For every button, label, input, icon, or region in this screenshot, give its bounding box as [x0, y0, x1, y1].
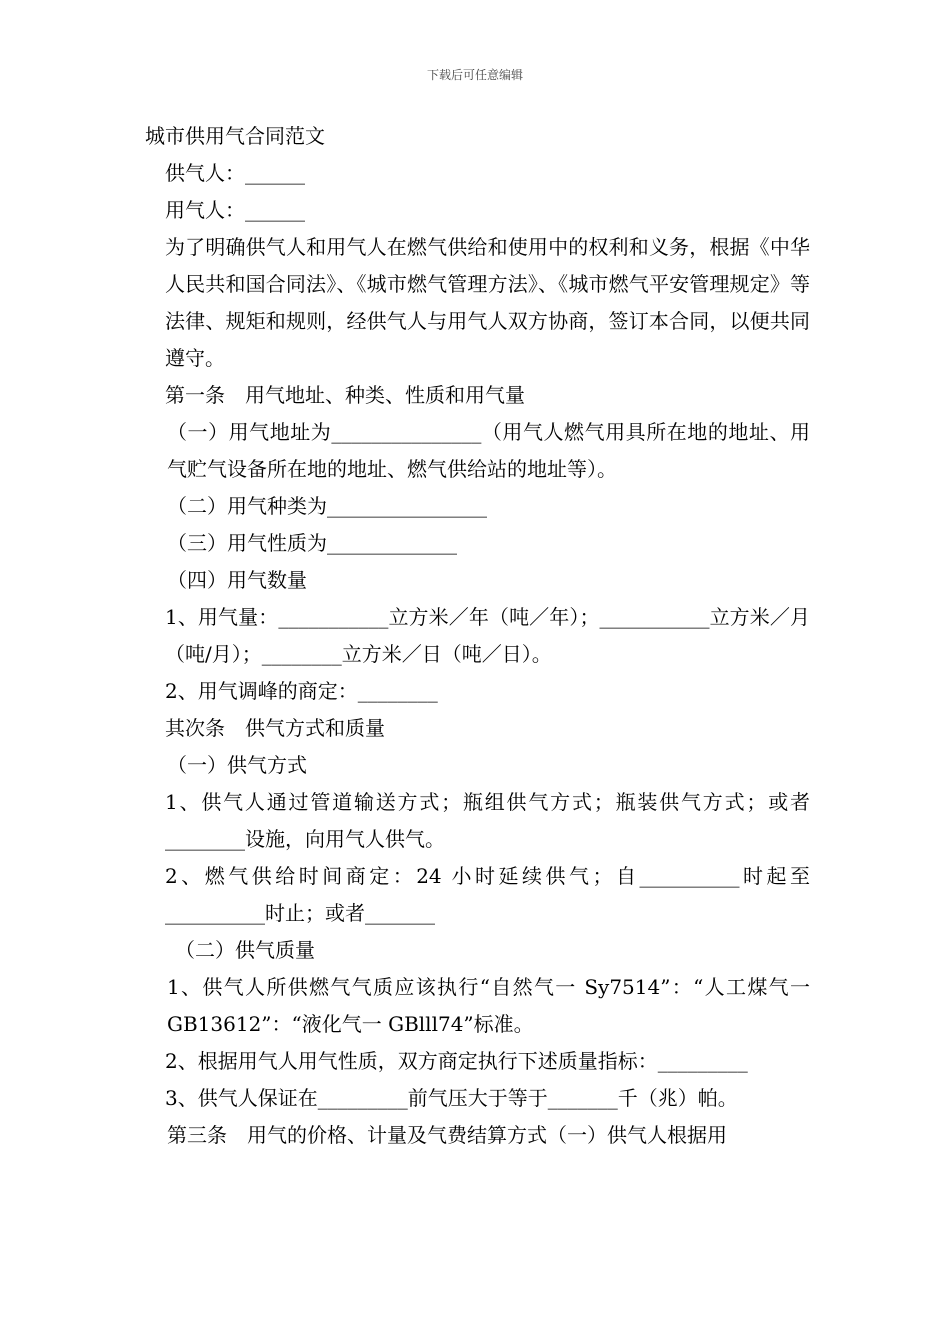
supply-method-heading: （一）供气方式 [167, 753, 307, 777]
article-1-heading: 第一条 用气地址、种类、性质和用气量 [165, 383, 525, 407]
article-1-item-2: （二）用气种类为________________ [167, 494, 487, 518]
quality-standard-line: 1、供气人所供燃气气质应该执行“自然气一 Sy7514”：“人工煤气一 GB13612”：“液化气一 GBlll74”标准。 [167, 975, 810, 1036]
peak-regulation-line: 2、用气调峰的商定：________ [165, 679, 438, 703]
consumer-line: 用气人：______ [165, 198, 305, 222]
supply-quality-heading: （二）供气质量 [175, 938, 315, 962]
quality-indicator-line: 2、根据用气人用气性质，双方商定执行下述质量指标：_________ [165, 1049, 748, 1073]
page-header: 下载后可任意编辑 [426, 68, 523, 82]
pressure-guarantee-line: 3、供气人保证在_________前气压大于等于_______千（兆）帕。 [165, 1086, 738, 1110]
supplier-line: 供气人：______ [165, 161, 305, 185]
supply-method-1: 1、供气人通过管道输送方式；瓶组供气方式；瓶装供气方式；或者________设施，向用气人供气。 [165, 790, 810, 851]
gas-volume-line: 1、用气量：___________立方米／年（吨／年）；___________立方米／月（吨/月）；________立方米／日（吨／日）。 [165, 605, 810, 666]
article-1-item-1: （一）用气地址为_______________（用气人燃气用具所在地的地址、用气贮气设备所在地的地址、燃气供给站的地址等）。 [167, 420, 810, 481]
article-2-heading: 其次条 供气方式和质量 [165, 716, 385, 740]
supply-time-line: 2、燃气供给时间商定：24 小时延续供气；自__________时起至__________时止；或者_______ [165, 864, 810, 925]
preamble-paragraph: 为了明确供气人和用气人在燃气供给和使用中的权利和义务，根据《中华人民共和国合同法》、《城市燃气管理方法》、《城市燃气平安管理规定》等法律、规矩和规则，经供气人与用气人双方协商，签订本合同，以便共同遵守。 [165, 235, 810, 370]
document-title: 城市供用气合同范文 [145, 124, 325, 148]
article-1-item-3: （三）用气性质为_____________ [167, 531, 457, 555]
document-body [145, 118, 810, 1154]
article-1-item-4: （四）用气数量 [167, 568, 307, 592]
article-3-heading: 第三条 用气的价格、计量及气费结算方式（一）供气人根据用 [167, 1123, 727, 1147]
